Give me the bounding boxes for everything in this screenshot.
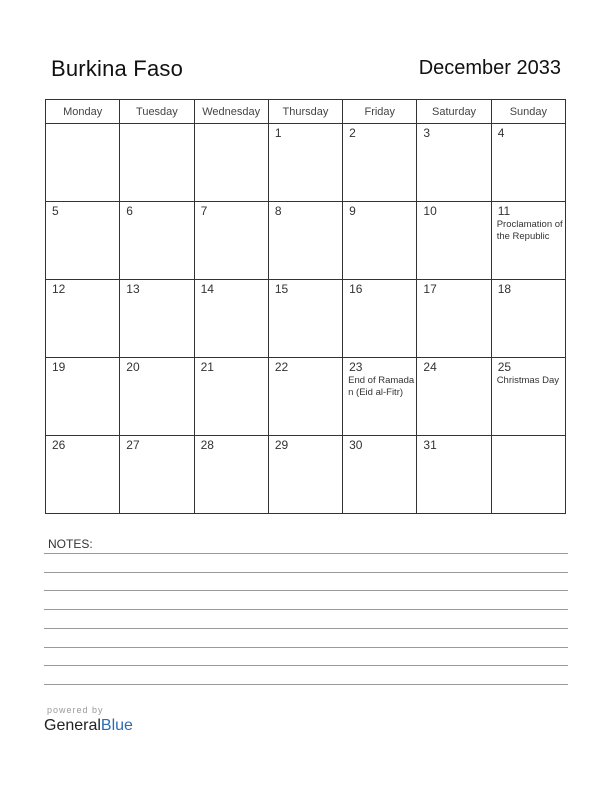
week-row <box>46 280 566 358</box>
calendar-grid <box>45 99 566 514</box>
weekday-thursday: Thursday <box>268 100 342 124</box>
day-cell <box>46 280 120 358</box>
day-number: 17 <box>423 282 437 296</box>
day-cell <box>120 358 194 436</box>
day-number: 28 <box>200 438 214 452</box>
day-number: 4 <box>497 126 505 140</box>
day-cell <box>343 280 417 358</box>
day-number: 18 <box>497 282 512 296</box>
day-number: 25 <box>497 360 512 374</box>
day-cell <box>194 280 268 358</box>
powered-by-text: powered by <box>47 705 104 715</box>
day-cell <box>491 124 565 202</box>
week-row <box>46 436 566 514</box>
day-cell <box>491 436 565 514</box>
day-number: 22 <box>274 360 289 374</box>
day-number: 5 <box>52 204 59 218</box>
day-number: 3 <box>423 126 431 140</box>
weekday-sunday: Sunday <box>491 100 565 124</box>
day-cell <box>491 280 565 358</box>
day-cell <box>194 358 268 436</box>
notes-label: NOTES: <box>48 537 93 551</box>
day-cell <box>343 436 417 514</box>
day-cell <box>417 124 491 202</box>
day-number: 8 <box>274 204 282 218</box>
weekday-header-row <box>46 100 566 124</box>
day-cell <box>268 436 342 514</box>
day-cell <box>268 124 342 202</box>
note-line <box>44 553 568 554</box>
day-number: 27 <box>126 438 140 452</box>
note-line <box>44 684 568 685</box>
day-number: 23 <box>349 360 363 374</box>
day-cell <box>120 280 194 358</box>
day-number: 31 <box>423 438 437 452</box>
brand-blue: Blue <box>100 717 133 734</box>
holiday-label: Proclamation of the Republic <box>496 219 563 242</box>
day-cell <box>268 202 342 280</box>
day-cell <box>417 436 491 514</box>
country-title: Burkina Faso <box>51 56 184 81</box>
day-number: 16 <box>349 282 363 296</box>
day-number: 7 <box>200 204 208 218</box>
day-cell <box>343 124 417 202</box>
month-year-title: December 2033 <box>418 57 561 79</box>
week-row <box>46 124 566 202</box>
day-number: 6 <box>126 204 133 218</box>
day-number: 10 <box>423 204 437 218</box>
generalblue-logo <box>44 717 133 735</box>
day-number: 24 <box>423 360 437 374</box>
day-cell <box>46 124 120 202</box>
weekday-monday: Monday <box>46 100 120 124</box>
day-cell <box>491 358 565 436</box>
weekday-friday: Friday <box>343 100 417 124</box>
day-cell <box>120 124 194 202</box>
day-cell <box>417 358 491 436</box>
holiday-label: Christmas Day <box>496 375 559 386</box>
weekday-tuesday: Tuesday <box>120 100 194 124</box>
day-number: 13 <box>126 282 140 296</box>
day-cell <box>343 202 417 280</box>
day-number: 26 <box>52 438 66 452</box>
day-cell <box>194 124 268 202</box>
note-line <box>44 590 568 591</box>
note-line <box>44 647 568 648</box>
day-cell <box>46 358 120 436</box>
holiday-label: End of Ramadan (Eid al-Fitr) <box>348 375 415 398</box>
day-number: 12 <box>52 282 66 296</box>
week-row <box>46 358 566 436</box>
day-cell <box>46 202 120 280</box>
note-line <box>44 572 568 573</box>
weekday-saturday: Saturday <box>417 100 491 124</box>
note-line <box>44 609 568 610</box>
day-cell <box>417 202 491 280</box>
day-number: 1 <box>274 126 282 140</box>
week-row <box>46 202 566 280</box>
day-cell <box>194 436 268 514</box>
note-line <box>44 628 568 629</box>
day-cell <box>268 358 342 436</box>
day-number: 30 <box>349 438 363 452</box>
weekday-wednesday: Wednesday <box>194 100 268 124</box>
day-number: 19 <box>52 360 66 374</box>
brand-general: General <box>44 717 101 734</box>
day-cell <box>343 358 417 436</box>
day-cell <box>194 202 268 280</box>
day-number: 15 <box>274 282 289 296</box>
day-cell <box>120 436 194 514</box>
day-number: 14 <box>200 282 214 296</box>
day-cell <box>46 436 120 514</box>
day-number: 21 <box>200 360 214 374</box>
day-number: 20 <box>126 360 140 374</box>
day-number: 9 <box>349 204 356 218</box>
day-cell <box>268 280 342 358</box>
day-cell <box>491 202 565 280</box>
day-number: 11 <box>497 204 511 218</box>
day-number: 29 <box>274 438 289 452</box>
day-cell <box>417 280 491 358</box>
note-line <box>44 665 568 666</box>
day-cell <box>120 202 194 280</box>
day-number: 2 <box>349 126 356 140</box>
